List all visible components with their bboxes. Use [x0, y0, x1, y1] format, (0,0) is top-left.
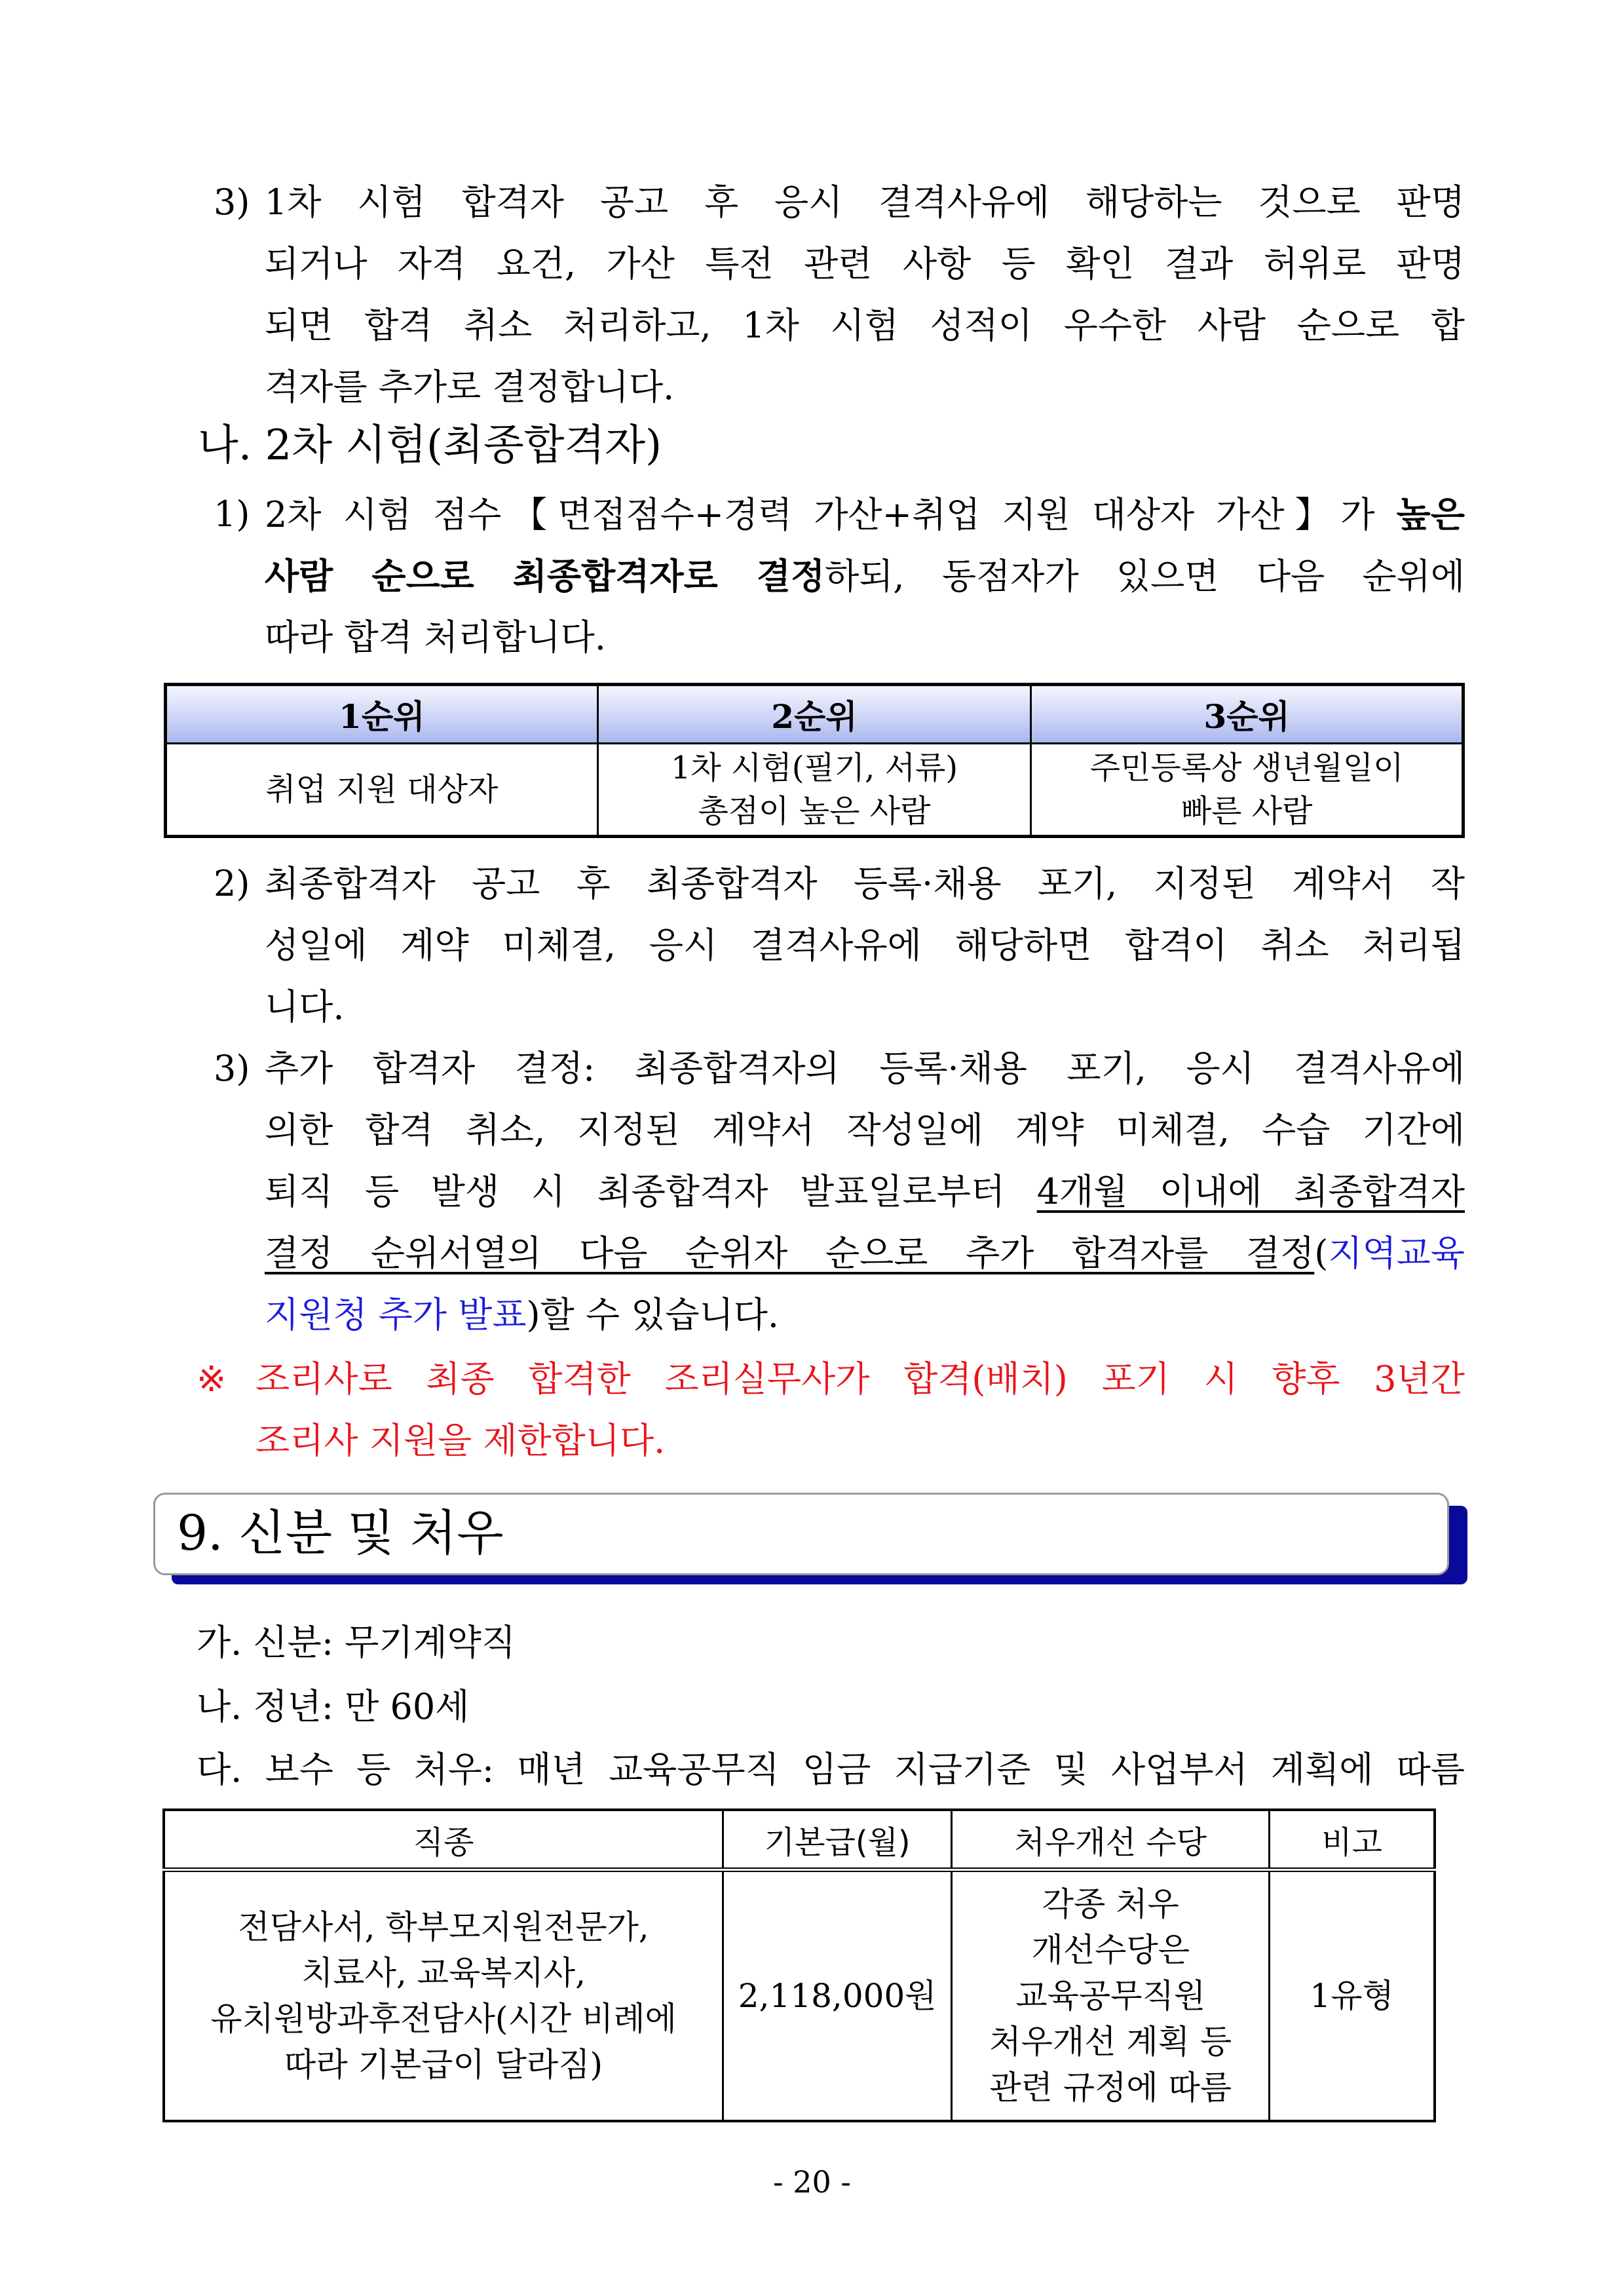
table-cell [597, 744, 1031, 837]
table-cell [166, 744, 598, 837]
cell-line: 개선수당은 [1031, 1931, 1190, 1969]
paragraph-line: 되면 합격 취소 처리하고, 1차 시험 성적이 우수한 사람 순으로 합 [265, 305, 1465, 346]
table-row [166, 744, 1463, 837]
table-header-row [166, 685, 1463, 744]
paragraph-line: 1차 시험 합격자 공고 후 응시 결격사유에 해당하는 것으로 판명 [265, 182, 1465, 223]
table-row [164, 1870, 1435, 2122]
paragraph-line: 니다. [265, 986, 345, 1027]
notice-mark: ※ [197, 1358, 227, 1400]
plain-text: ( [1314, 1233, 1329, 1274]
note-cell: 1유형 [1270, 1870, 1435, 2122]
cell-line: 교육공무직원 [1015, 1977, 1206, 2015]
table-cell [1031, 744, 1463, 837]
cell-line: 관련 규정에 따름 [989, 2069, 1232, 2107]
cell-line: 총점이 높은 사람 [698, 793, 931, 830]
notice-line: 조리사로 최종 합격한 조리실무사가 합격(배치) 포기 시 향후 3년간 [255, 1358, 1465, 1400]
paragraph-line [265, 1284, 779, 1346]
allowance-cell [952, 1870, 1270, 2122]
plain-text: 퇴직 등 발생 시 최종합격자 발표일로부터 [265, 1171, 1037, 1212]
item-number: 1) [214, 493, 250, 535]
score-text: 2차 시험 점수【면접점수+경력 가산+취업 지원 대상자 가산】가 [265, 494, 1397, 535]
cell-line: 주민등록상 생년월일이 [1089, 750, 1404, 786]
item-number: 3) [214, 182, 250, 223]
table-header: 비고 [1270, 1810, 1435, 1870]
item-number: 2) [214, 863, 250, 904]
paragraph-line: 최종합격자 공고 후 최종합격자 등록·채용 포기, 지정된 계약서 작 [265, 863, 1465, 904]
paragraph-line: 의한 합격 취소, 지정된 계약서 작성일에 계약 미체결, 수습 기간에 [265, 1109, 1465, 1151]
salary-cell: 2,118,000원 [723, 1870, 952, 2122]
notice-line: 조리사 지원을 제한합니다. [255, 1420, 666, 1461]
underlined-text: 결정 순위서열의 다음 순위자 순으로 추가 합격자를 결정 [265, 1233, 1315, 1274]
cell-line: 치료사, 교육복지사, [301, 1954, 586, 1992]
table-header: 2순위 [597, 685, 1031, 744]
paragraph-line [265, 1161, 1465, 1223]
cell-line: 전담사서, 학부모지원전문가, [238, 1908, 649, 1946]
table-header: 직종 [164, 1810, 723, 1870]
plain-text: 하되, 동점자가 있으면 다음 순위에 [825, 556, 1465, 597]
table-header: 처우개선 수당 [952, 1810, 1270, 1870]
paragraph-line: 따라 합격 처리합니다. [265, 617, 606, 658]
job-cell [164, 1870, 723, 2122]
emphasis-text: 사람 순으로 최종합격자로 결정 [265, 555, 825, 597]
status-item: 가. 신분: 무기계약직 [197, 1622, 516, 1663]
paragraph-line: 격자를 추가로 결정합니다. [265, 366, 675, 408]
paragraph-line: 성일에 계약 미체결, 응시 결격사유에 해당하면 합격이 취소 처리됩 [265, 925, 1465, 966]
paragraph-line: 되거나 자격 요건, 가산 특전 관련 사항 등 확인 결과 허위로 판명 [265, 243, 1465, 284]
paragraph-line [265, 484, 1465, 546]
cell-line: 처우개선 계획 등 [989, 2023, 1232, 2061]
pay-table [162, 1808, 1436, 2122]
rank-table [164, 683, 1465, 838]
cell-line: 유치원방과후전담사(시간 비례에 [210, 2000, 677, 2038]
section-title: 9. 신분 및 처우 [177, 1505, 504, 1561]
blue-text: 지역교육 [1328, 1233, 1465, 1274]
subsection-title: 나. 2차 시험(최종합격자) [198, 421, 662, 470]
status-item: 나. 정년: 만 60세 [197, 1686, 470, 1727]
table-header: 기본급(월) [723, 1810, 952, 1870]
paragraph-line [265, 545, 1465, 607]
underlined-text: 4개월 이내에 최종합격자 [1036, 1171, 1465, 1212]
blue-text: 지원청 추가 발표 [265, 1294, 527, 1335]
emphasis-text: 높은 [1396, 493, 1465, 535]
cell-line: 취업 지원 대상자 [265, 771, 499, 808]
cell-line: 빠른 사람 [1180, 793, 1313, 830]
page-number: - 20 - [773, 2164, 851, 2200]
cell-line: 따라 기본급이 달라짐) [284, 2046, 603, 2084]
cell-line: 각종 처우 [1042, 1885, 1179, 1923]
table-header: 1순위 [166, 685, 598, 744]
paragraph-line: 추가 합격자 결정: 최종합격자의 등록·채용 포기, 응시 결격사유에 [265, 1048, 1465, 1089]
paragraph-line [265, 1223, 1465, 1284]
status-item: 다. 보수 등 처우: 매년 교육공무직 임금 지급기준 및 사업부서 계획에 따름 [197, 1749, 1465, 1790]
item-number: 3) [214, 1048, 250, 1089]
table-header: 3순위 [1031, 685, 1463, 744]
cell-line: 1차 시험(필기, 서류) [670, 750, 958, 786]
table-header-row [164, 1810, 1435, 1870]
plain-text: )할 수 있습니다. [526, 1294, 780, 1335]
